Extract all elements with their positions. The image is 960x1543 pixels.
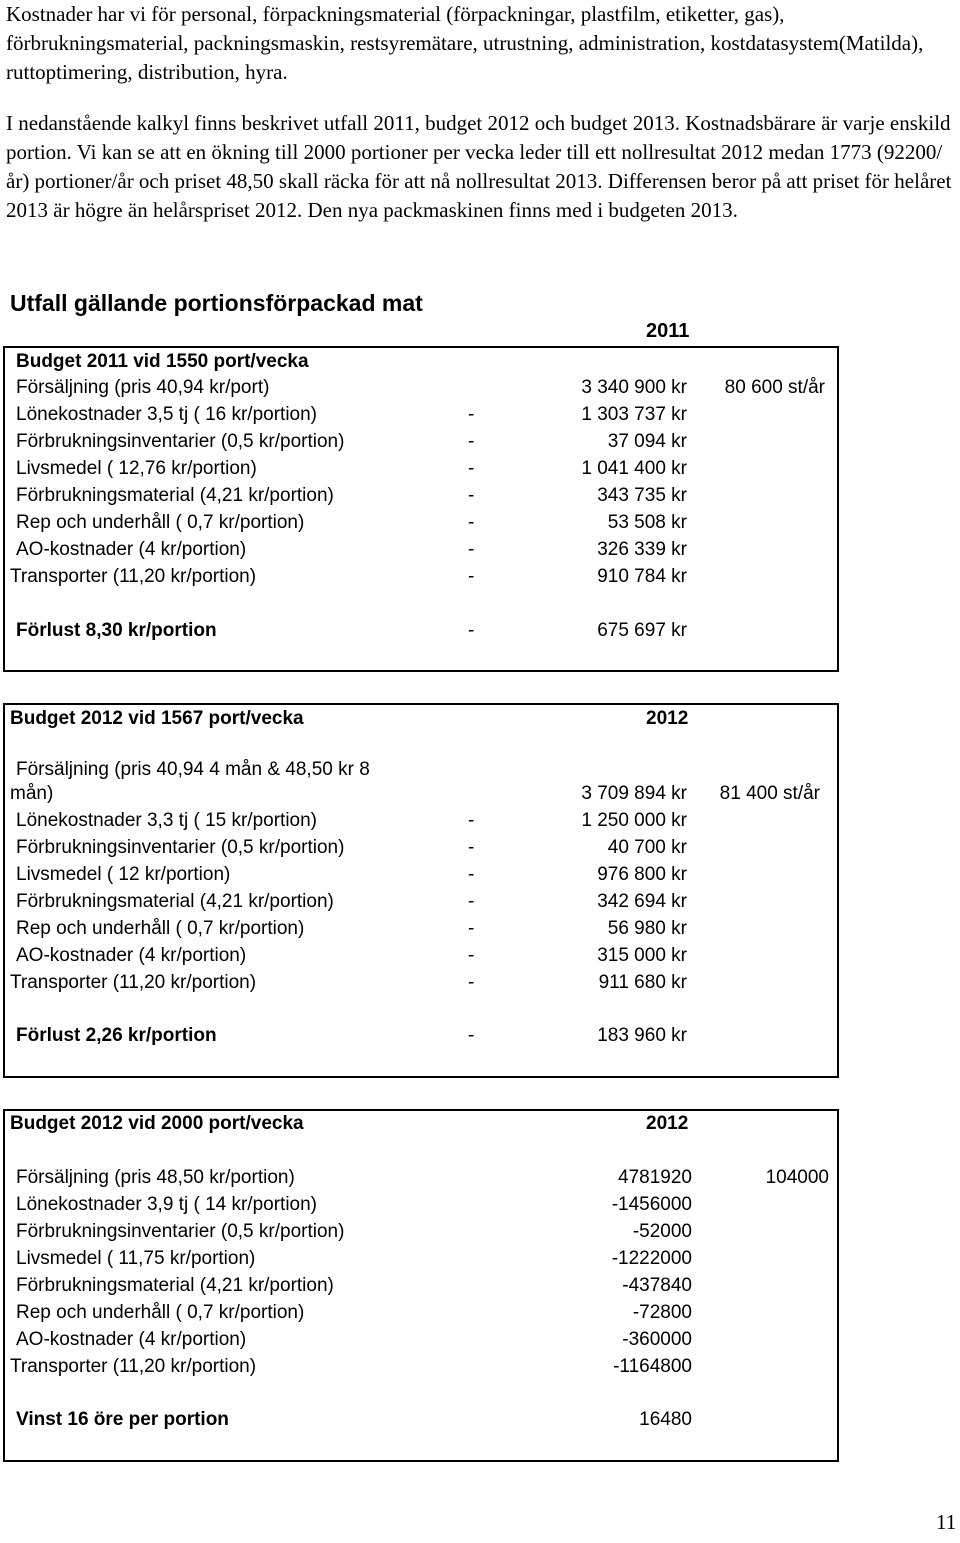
row-sign: -	[468, 512, 475, 533]
row-amount: 4781920	[618, 1167, 692, 1188]
result-amount: 675 697 kr	[597, 620, 687, 641]
row-sign: -	[468, 864, 475, 885]
row-amount: -72800	[632, 1302, 692, 1323]
row-amount: 3 709 894 kr	[581, 783, 687, 804]
row-sign: -	[468, 404, 475, 425]
row-amount: -437840	[622, 1275, 692, 1296]
row-amount: 326 339 kr	[597, 539, 687, 560]
section-title	[10, 288, 430, 318]
row-amount: 40 700 kr	[607, 837, 687, 858]
row-label: Förbrukningsinventarier (0,5 kr/portion)	[16, 431, 345, 452]
table-year: 2012	[646, 1113, 689, 1134]
row-amount: 1 041 400 kr	[581, 458, 687, 479]
row-extra: 80 600 st/år	[724, 377, 825, 398]
row-label: Förbrukningsinventarier (0,5 kr/portion)	[16, 1221, 345, 1242]
row-sign: -	[468, 972, 475, 993]
row-sign: -	[468, 918, 475, 939]
row-amount: 3 340 900 kr	[581, 377, 687, 398]
section-title-text: Utfall gällande portionsförpackad mat	[10, 290, 423, 316]
row-amount: 37 094 kr	[607, 431, 687, 452]
table-year: 2012	[646, 708, 689, 729]
row-label: Rep och underhåll ( 0,7 kr/portion)	[16, 512, 305, 533]
row-sign: -	[468, 837, 475, 858]
row-amount: 1 250 000 kr	[581, 810, 687, 831]
row-label: Transporter (11,20 kr/portion)	[10, 566, 257, 587]
row-amount: 910 784 kr	[597, 566, 687, 587]
row-label: Förbrukningsmaterial (4,21 kr/portion)	[16, 485, 334, 506]
row-extra: 81 400 st/år	[719, 783, 820, 804]
row-label: Förbrukningsinventarier (0,5 kr/portion)	[16, 837, 345, 858]
row-label: AO-kostnader (4 kr/portion)	[16, 539, 247, 560]
row-sign: -	[468, 566, 475, 587]
row-label: Försäljning (pris 48,50 kr/portion)	[16, 1167, 295, 1188]
row-amount: -360000	[622, 1329, 692, 1350]
result-label: Förlust 8,30 kr/portion	[16, 620, 217, 641]
page-number: 11	[936, 1510, 957, 1534]
row-label-cont: mån)	[10, 783, 54, 804]
row-amount: -1164800	[613, 1356, 692, 1377]
result-amount: 16480	[639, 1409, 692, 1430]
result-label: Förlust 2,26 kr/portion	[16, 1025, 217, 1046]
row-label: Livsmedel ( 11,75 kr/portion)	[16, 1248, 256, 1269]
row-sign: -	[468, 810, 475, 831]
row-label: Transporter (11,20 kr/portion)	[10, 1356, 257, 1377]
intro-paragraph-1: Kostnader har vi för personal, förpackningsmaterial (förpackningar, plastfilm, etiketter, gas), förbrukningsmaterial, packningsmaskin, restsyremätare, utrustning, administration, kostdatasystem(Matilda), ruttoptimering, distribution, hyra.	[6, 2, 924, 84]
row-label: Transporter (11,20 kr/portion)	[10, 972, 257, 993]
row-label: Livsmedel ( 12,76 kr/portion)	[16, 458, 257, 479]
result-amount: 183 960 kr	[597, 1025, 687, 1046]
result-sign: -	[468, 1025, 475, 1046]
row-amount: -1222000	[611, 1248, 692, 1269]
row-amount: 1 303 737 kr	[581, 404, 687, 425]
row-label: Rep och underhåll ( 0,7 kr/portion)	[16, 918, 305, 939]
row-label: AO-kostnader (4 kr/portion)	[16, 1329, 247, 1350]
row-label: Förbrukningsmaterial (4,21 kr/portion)	[16, 891, 334, 912]
row-sign: -	[468, 431, 475, 452]
row-amount: -52000	[632, 1221, 692, 1242]
row-label: Lönekostnader 3,5 tj ( 16 kr/portion)	[16, 404, 318, 425]
row-amount: 315 000 kr	[597, 945, 687, 966]
row-label: Lönekostnader 3,3 tj ( 15 kr/portion)	[16, 810, 318, 831]
row-amount: 56 980 kr	[607, 918, 687, 939]
row-amount: 342 694 kr	[597, 891, 687, 912]
row-label: Lönekostnader 3,9 tj ( 14 kr/portion)	[16, 1194, 318, 1215]
row-sign: -	[468, 539, 475, 560]
row-label: Livsmedel ( 12 kr/portion)	[16, 864, 231, 885]
row-sign: -	[468, 458, 475, 479]
table-header: Budget 2012 vid 1567 port/vecka	[10, 708, 304, 729]
row-amount: 911 680 kr	[598, 972, 687, 993]
row-extra: 104000	[765, 1167, 829, 1188]
row-sign: -	[468, 891, 475, 912]
row-label: AO-kostnader (4 kr/portion)	[16, 945, 247, 966]
row-amount: 53 508 kr	[607, 512, 687, 533]
row-label: Rep och underhåll ( 0,7 kr/portion)	[16, 1302, 305, 1323]
row-label: Förbrukningsmaterial (4,21 kr/portion)	[16, 1275, 334, 1296]
intro-text	[6, 0, 956, 225]
row-amount: 343 735 kr	[597, 485, 687, 506]
row-sign: -	[468, 945, 475, 966]
row-amount: -1456000	[611, 1194, 692, 1215]
intro-paragraph-2: I nedanstående kalkyl finns beskrivet utfall 2011, budget 2012 och budget 2013. Kostnadsbärare är varje enskild portion. Vi kan se att en ökning till 2000 portioner per vecka leder till ett nollresultat 2012 medan 1773 (92200/år) portioner/år och priset 48,50 skall räcka för att nå nollresultat 2013. Differensen beror på att priset för helåret 2013 är högre än helårspriset 2012. Den nya packmaskinen finns med i budgeten 2013.	[6, 111, 952, 222]
table-header: Budget 2012 vid 2000 port/vecka	[10, 1113, 304, 1134]
result-label: Vinst 16 öre per portion	[16, 1409, 229, 1430]
table-header: Budget 2011 vid 1550 port/vecka	[16, 351, 309, 372]
row-amount: 976 800 kr	[597, 864, 687, 885]
row-sign: -	[468, 485, 475, 506]
row-label: Försäljning (pris 40,94 4 mån & 48,50 kr 8	[16, 759, 370, 780]
result-sign: -	[468, 620, 475, 641]
section-title-year: 2011	[646, 320, 690, 342]
row-label: Försäljning (pris 40,94 kr/port)	[16, 377, 270, 398]
